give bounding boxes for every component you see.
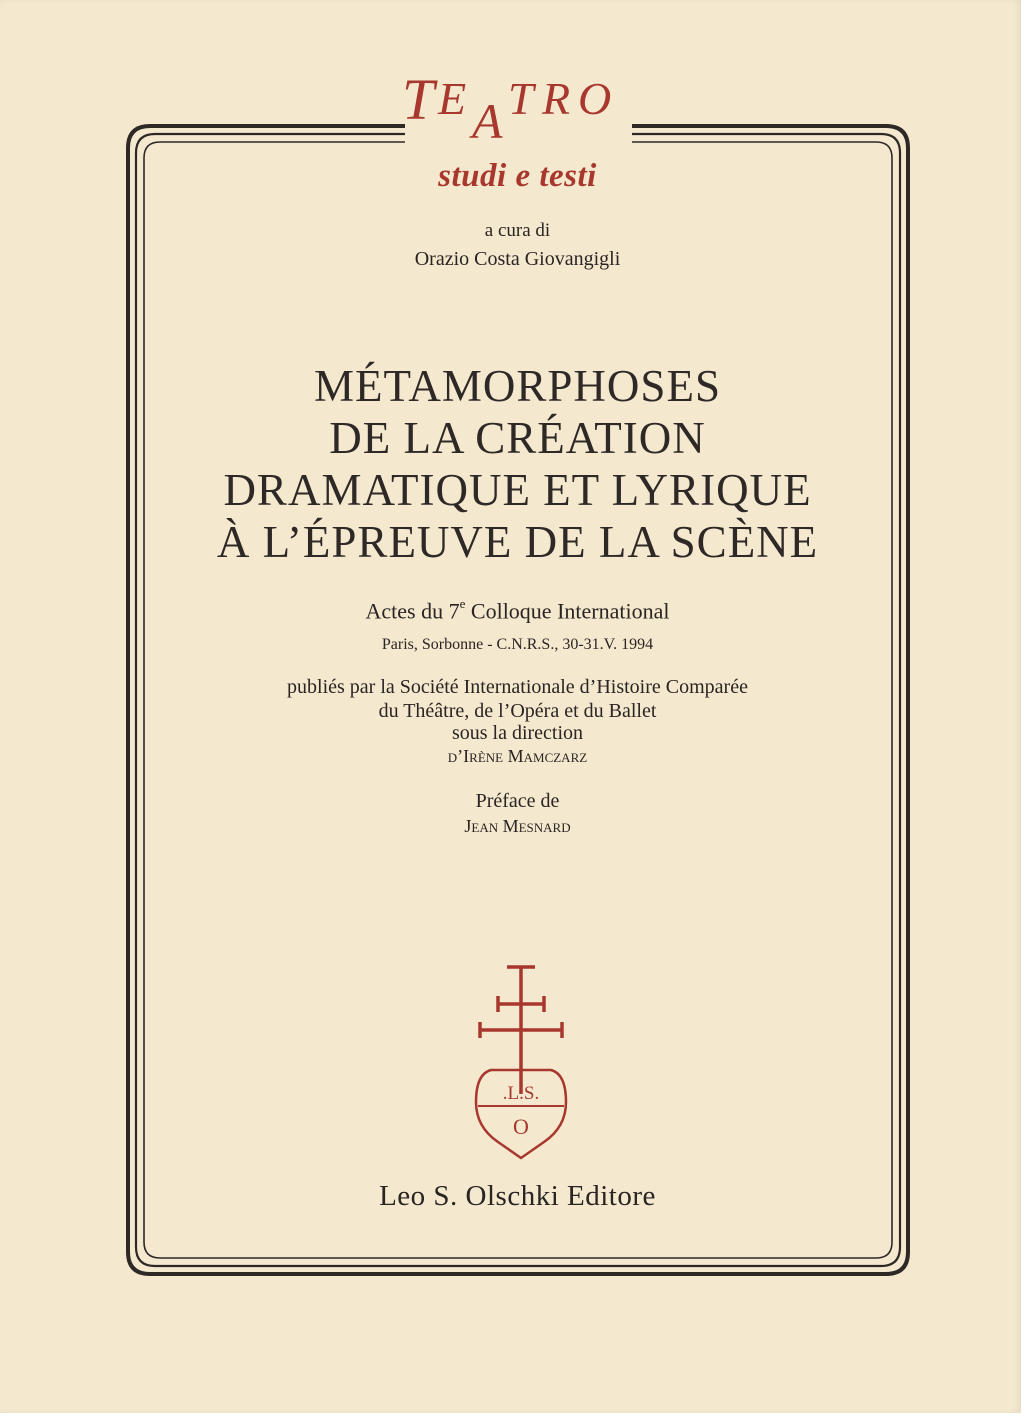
logo-letter-o: O	[578, 73, 612, 124]
emblem-initials: .L.S.	[502, 1083, 540, 1104]
logo-letter-r: R	[542, 73, 571, 124]
publication-line-3: sous la direction	[451, 722, 584, 744]
proceedings-title-start: Actes du 7	[365, 598, 460, 624]
publication-director: d’Irène Mamczarz	[447, 746, 588, 766]
preface-label: Préface de	[475, 790, 560, 812]
logo-letter-t2: T	[508, 73, 534, 124]
emblem-letter: O	[513, 1114, 529, 1139]
title-line-1: MÉTAMORPHOSES	[314, 361, 721, 411]
title-line-3: DRAMATIQUE ET LYRIQUE	[223, 465, 812, 515]
series-subtitle: studi e testi	[438, 158, 597, 194]
curator-label: a cura di	[484, 220, 551, 241]
publisher-name: Leo S. Olschki Editore	[379, 1180, 656, 1212]
proceedings-title-end: Colloque International	[465, 598, 670, 624]
title-line-4: À L’ÉPREUVE DE LA SCÈNE	[216, 517, 819, 567]
title-line-2: DE LA CRÉATION	[329, 413, 706, 463]
proceedings-title	[0, 598, 1035, 624]
series-logo	[380, 66, 660, 149]
publication-line-1: publiés par la Société Internationale d’Histoire Comparée	[287, 676, 748, 698]
logo-letter-t: T	[402, 67, 435, 132]
ordinal-superscript: e	[459, 596, 466, 611]
publication-line-2: du Théâtre, de l’Opéra et du Ballet	[378, 700, 657, 722]
curator-name: Orazio Costa Giovangigli	[414, 248, 621, 270]
logo-letter-a: A	[472, 93, 503, 149]
preface-author: Jean Mesnard	[464, 816, 571, 836]
logo-letter-e: E	[438, 73, 467, 124]
proceedings-place-date: Paris, Sorbonne - C.N.R.S., 30-31.V. 1994	[381, 636, 654, 653]
publisher-emblem-icon	[466, 962, 576, 1162]
